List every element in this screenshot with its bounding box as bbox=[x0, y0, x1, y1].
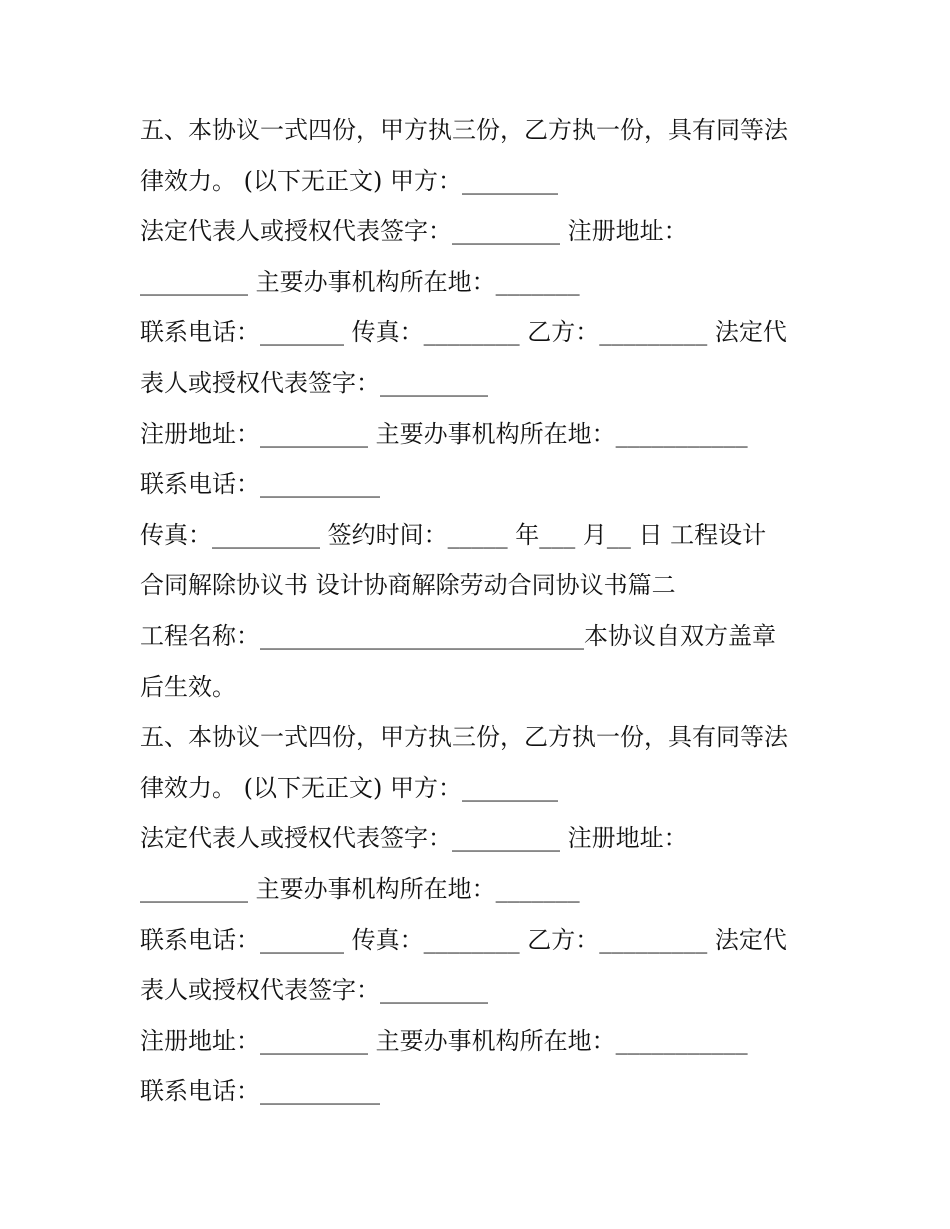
text-line: 法定代表人或授权代表签字：_________ 注册地址： bbox=[140, 217, 688, 246]
text-line: 法定代表人或授权代表签字：_________ 注册地址： bbox=[140, 824, 688, 853]
text-line: 五、本协议一式四份，甲方执三份，乙方执一份，具有同等法 bbox=[140, 723, 788, 752]
text-line: _________ 主要办事机构所在地：_______ bbox=[140, 267, 580, 296]
text-line: 联系电话：__________ bbox=[140, 470, 380, 499]
text-line: 注册地址：_________ 主要办事机构所在地：___________ bbox=[140, 1026, 748, 1055]
text-line: 合同解除协议书 设计协商解除劳动合同协议书篇二 bbox=[140, 571, 676, 600]
text-line: 工程名称：___________________________本协议自双方盖章 bbox=[140, 621, 776, 650]
text-line: 联系电话：_______ 传真：________ 乙方：_________ 法定代 bbox=[140, 318, 787, 347]
text-line: 注册地址：_________ 主要办事机构所在地：___________ bbox=[140, 419, 748, 448]
text-line: 表人或授权代表签字：_________ bbox=[140, 976, 488, 1005]
text-line: 表人或授权代表签字：_________ bbox=[140, 368, 488, 397]
text-line: 联系电话：__________ bbox=[140, 1077, 380, 1106]
text-line: 五、本协议一式四份，甲方执三份，乙方执一份，具有同等法 bbox=[140, 116, 788, 144]
text-line: 联系电话：_______ 传真：________ 乙方：_________ 法定代 bbox=[140, 925, 787, 954]
text-line: 后生效。 bbox=[140, 672, 236, 701]
text-line: 律效力。 (以下无正文) 甲方：________ bbox=[140, 773, 558, 802]
text-line: 传真：_________ 签约时间：_____ 年___ 月__ 日 工程设计 bbox=[140, 520, 767, 549]
text-line: _________ 主要办事机构所在地：_______ bbox=[140, 874, 580, 903]
document-body bbox=[140, 105, 820, 1117]
text-line: 律效力。 (以下无正文) 甲方：________ bbox=[140, 166, 558, 195]
